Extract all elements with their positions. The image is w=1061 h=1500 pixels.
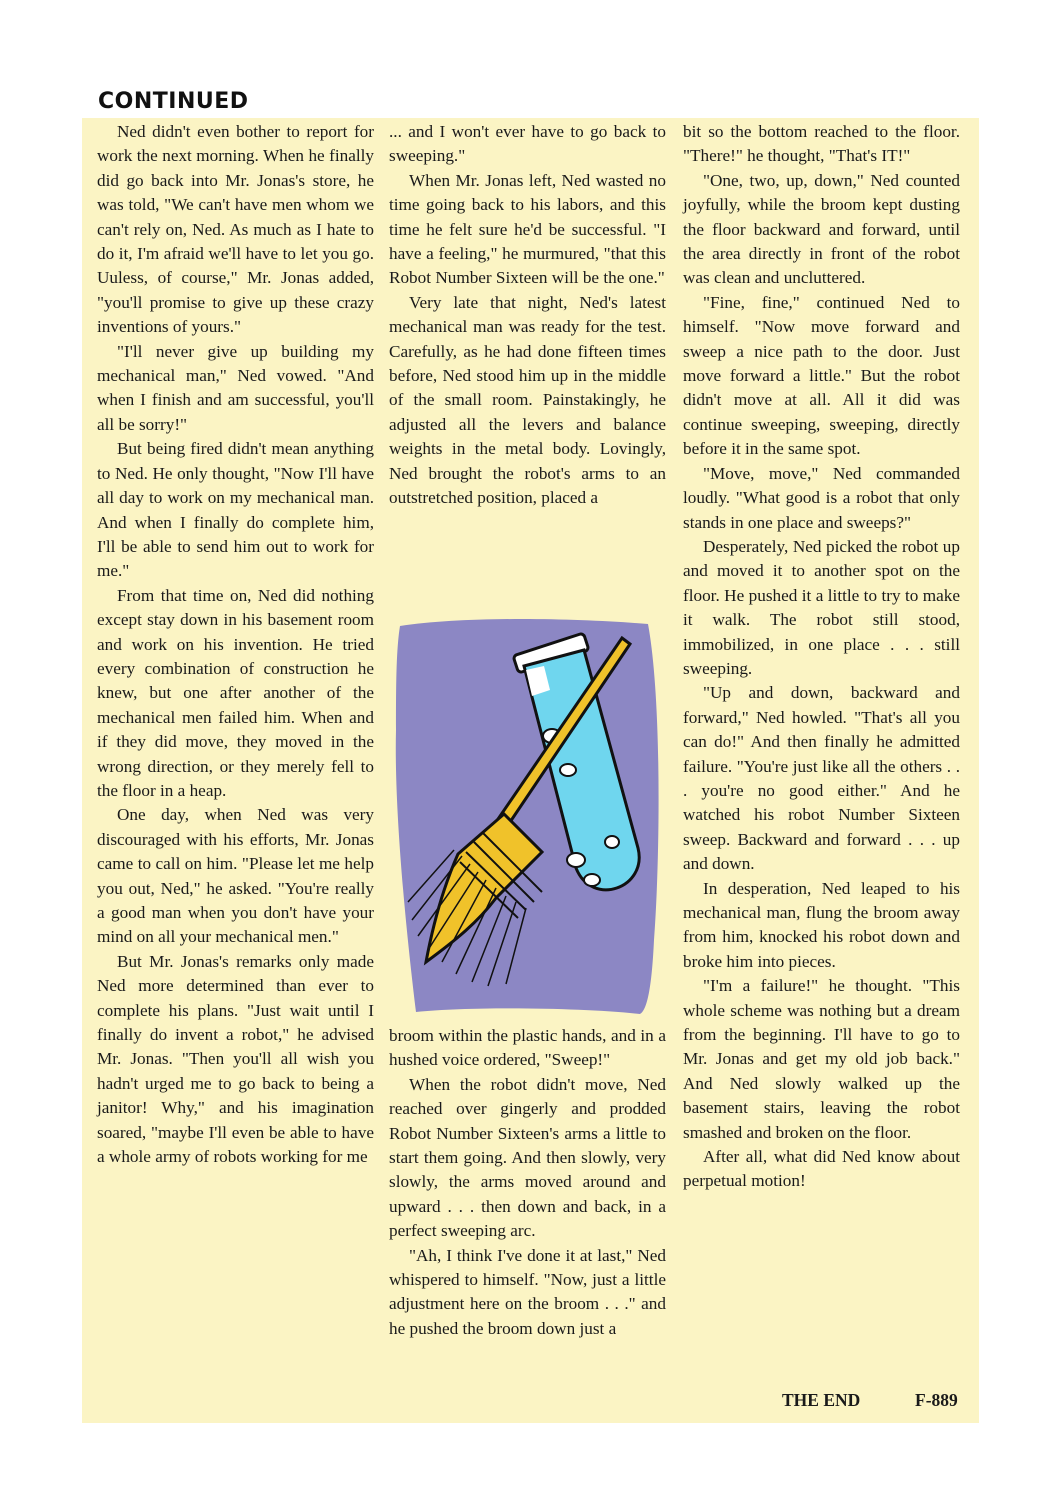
- paragraph: When the robot didn't move, Ned reached over gingerly and prodded Robot Number Sixteen's arms a little to start them going. And then slowly, very slowly, the arms moved around and upward . . . then down and back, in a perfect sweeping arc.: [389, 1074, 666, 1241]
- paragraph: Desperately, Ned picked the robot up and moved it to another spot on the floor. He pushed it a little to try to make it walk. The robot still stood, immobilized, in one place . . . still sweeping.: [683, 536, 960, 678]
- paragraph: When Mr. Jonas left, Ned wasted no time going back to his labors, and this time he felt sure he'd be successful. "I have a feeling," he murmured, "that this Robot Number Sixteen will be the one.": [389, 170, 666, 288]
- paragraph: "I'll never give up building my mechanical man," Ned vowed. "And when I finish and am successful, you'll all be sorry!": [97, 341, 374, 434]
- paragraph: Very late that night, Ned's latest mechanical man was ready for the test. Carefully, as he had done fifteen times before, Ned stood him up in the middle of the small room. Painstakingly, he adjusted all the levers and balance weights in the metal body. Lovingly, Ned brought the robot's arms to an outstretched position, placed a: [389, 292, 666, 508]
- paragraph: But Mr. Jonas's remarks only made Ned more determined than ever to complete his plans. "Just wait until I finally do invent a robot," he advised Mr. Jonas. "Then you'll all wish you hadn't urged me to go back to being a janitor! Why," and his imagination soared, "maybe I'll even be able to have a whole army of robots working for me: [97, 951, 374, 1167]
- paragraph: From that time on, Ned did nothing except stay down in his basement room and work on his invention. He tried every combination of construction he knew, but one after another of the mechanical men failed him. When and if they did move, they moved in the wrong direction, or they merely fell to the floor in a heap.: [97, 585, 374, 800]
- column-2-top: [389, 120, 666, 511]
- paragraph: One day, when Ned was very discouraged with his efforts, Mr. Jonas came to call on him. "Please let me help you out, Ned," he asked. "You're really a good man when you don't have your mind on all your mechanical men.": [97, 805, 374, 947]
- paragraph: Ned didn't even bother to report for work the next morning. When he finally did go back into Mr. Jonas's store, he was told, "We can't have men whom we can't rely on, Ned. As much as I hate to do it, I'm afraid we'll have to let you go. Uuless, of course," Mr. Jonas added, "you'll promise to give up these crazy inventions of yours.": [97, 122, 374, 337]
- illustration-svg: [386, 610, 670, 1018]
- column-2-bottom: [389, 1024, 666, 1341]
- section-heading: CONTINUED: [98, 89, 249, 114]
- paragraph: "One, two, up, down," Ned counted joyfully, while the broom kept dusting the floor backward and forward, until the area directly in front of the robot was clean and uncluttered.: [683, 170, 960, 288]
- paragraph: "I'm a failure!" he thought. "This whole scheme was nothing but a dream from the beginning. I'll have to go to Mr. Jonas and get my old job back." And Ned slowly walked up the basement stairs, leaving the robot smashed and broken on the floor.: [683, 976, 960, 1142]
- paragraph: "Move, move," Ned commanded loudly. "What good is a robot that only stands in one place and sweeps?": [683, 463, 960, 532]
- paragraph: "Up and down, backward and forward," Ned howled. "That's all you can do!" And then finally he admitted failure. "You're just like all the others . . . you're no good either." And he watched his robot Number Sixteen sweep. Backward and forward . . . up and down.: [683, 683, 960, 874]
- page-code: F-889: [915, 1390, 958, 1410]
- the-end-label: THE END: [782, 1390, 861, 1410]
- paragraph: In desperation, Ned leaped to his mechanical man, flung the broom away from him, knocked his robot down and broke him into pieces.: [683, 878, 960, 971]
- paragraph: bit so the bottom reached to the floor. "There!" he thought, "That's IT!": [683, 122, 960, 166]
- paragraph: "Ah, I think I've done it at last," Ned whispered to himself. "Now, just a little adjustment here on the broom . . ." and he pushed the broom down just a: [389, 1245, 666, 1338]
- column-1: [97, 120, 374, 1169]
- paragraph: "Fine, fine," continued Ned to himself. "Now move forward and sweep a nice path to the door. Just move forward a little." But the robot didn't move at all. All it did was continue sweeping, sweeping, directly before it in the same spot.: [683, 292, 960, 459]
- paragraph: After all, what did Ned know about perpetual motion!: [683, 1147, 960, 1191]
- column-3: [683, 120, 960, 1194]
- broom-test-tube-illustration: [386, 610, 670, 1018]
- paragraph: broom within the plastic hands, and in a hushed voice ordered, "Sweep!": [389, 1026, 666, 1070]
- paragraph: ... and I won't ever have to go back to sweeping.": [389, 122, 666, 166]
- paragraph: But being fired didn't mean anything to Ned. He only thought, "Now I'll have all day to work on my mechanical man. And when I finally do complete him, I'll be able to send him out to work for me.": [97, 439, 374, 581]
